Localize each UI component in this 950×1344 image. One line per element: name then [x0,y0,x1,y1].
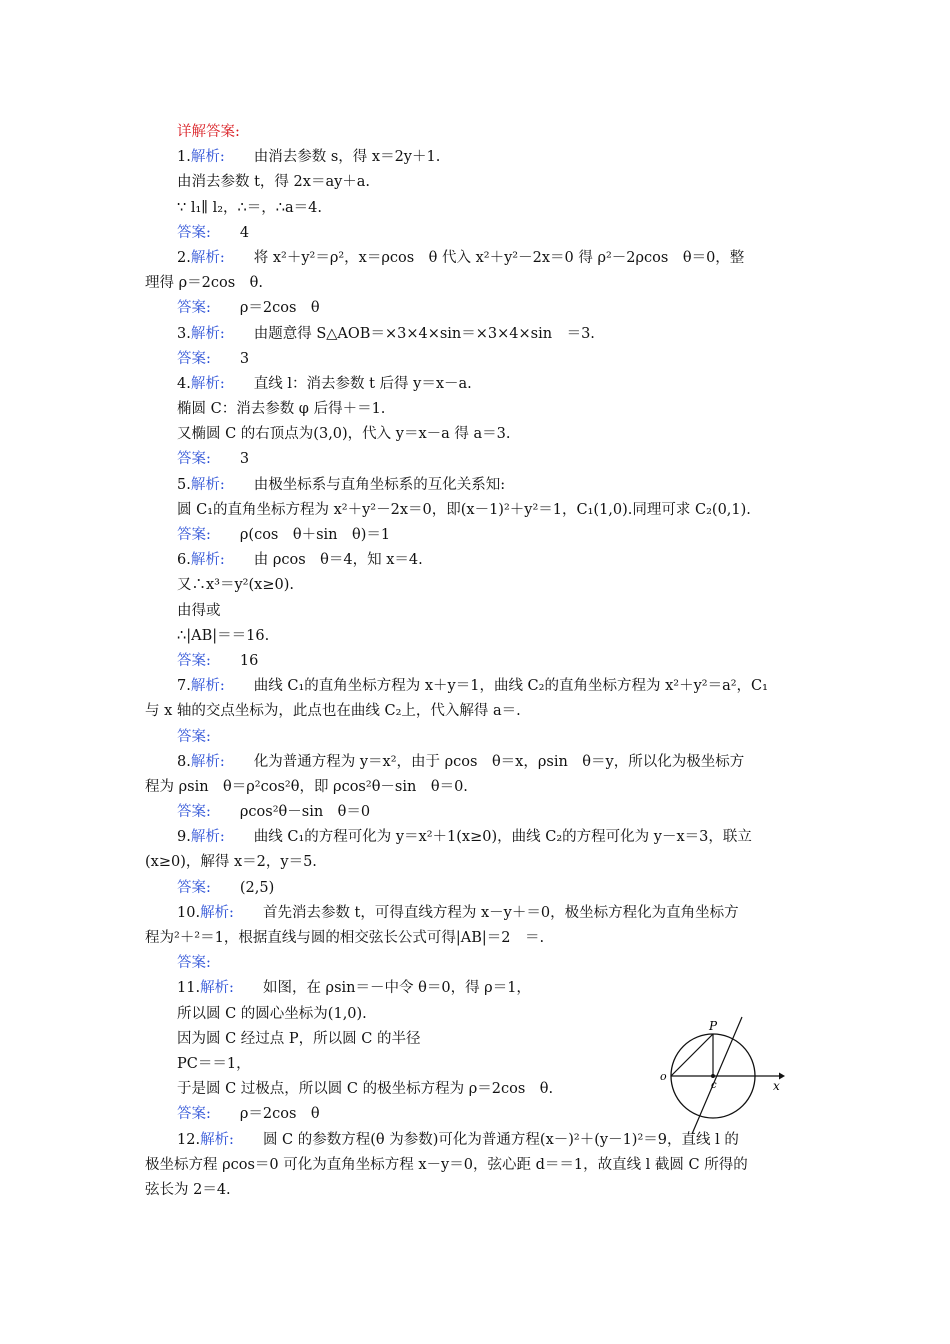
item-number: 5. [177,476,191,493]
label-c: c [711,1080,717,1091]
solution-line [145,699,815,724]
analysis-label: 解析: [190,678,225,695]
solution-line [145,750,815,775]
x-axis-arrow-icon [779,1073,785,1080]
label-p: P [709,1019,718,1033]
line-text: ρ＝2cos θ [239,300,320,317]
analysis-label: 解析: [190,375,225,392]
answer-label: 答案: [177,879,211,896]
center-point [711,1074,715,1078]
item-number: 3. [177,325,191,342]
solution-line [145,221,815,246]
analysis-label: 解析: [190,149,225,166]
item-number: 2. [177,249,191,266]
line-text: 理得 ρ＝2cos θ. [145,275,263,292]
line-text: 圆 C 的参数方程(θ 为参数)可化为普通方程(x－)²＋(y－1)²＝9，直线 l 的 [262,1131,739,1148]
solution-line [145,170,815,195]
line-text: 因为圆 C 经过点 P，所以圆 C 的半径 [177,1030,421,1047]
label-o: o [660,1070,667,1083]
solution-line [145,775,815,800]
solution-line [145,926,815,951]
analysis-label: 解析: [200,1131,234,1148]
solution-line [145,599,815,624]
solution-line [145,246,815,271]
solution-line [145,901,815,926]
analysis-label: 解析: [190,829,225,846]
solution-line [145,473,815,498]
line-text: 由题意得 S△AOB＝×3×4×sin＝×3×4×sin ＝3. [253,325,595,342]
solution-line [145,674,815,699]
answer-label: 答案: [177,652,211,669]
solution-line [145,825,815,850]
solution-line [145,573,815,598]
analysis-label: 解析: [190,249,225,266]
line-text: 程为²＋²＝1，根据直线与圆的相交弦长公式可得|AB|＝2 ＝. [145,930,545,946]
line-text: 弦长为 2＝4. [145,1181,231,1198]
item-number: 6. [177,552,191,569]
line-text: 曲线 C₁的方程可化为 y＝x²＋1(x≥0)，曲线 C₂的方程可化为 y－x＝3，联立 [253,829,752,846]
solution-line [145,523,815,548]
item-number: 4. [177,375,191,392]
line-text: 16 [239,652,259,669]
line-text: 3 [239,451,250,468]
line-text: (2,5) [239,879,275,896]
analysis-label: 解析: [190,325,225,342]
line-text: 极坐标方程 ρcos＝0 可化为直角坐标方程 x－y＝0，弦心距 d＝＝1，故直线 l 截圆 C 所得的 [145,1156,748,1173]
solution-line [145,397,815,422]
solution-line [145,498,815,523]
line-text: 椭圆 C：消去参数 φ 后得＋＝1. [177,401,386,418]
solution-line [145,951,815,976]
line-text: PC＝＝1， [177,1055,251,1072]
line-text: 曲线 C₁的直角坐标方程为 x＋y＝1，曲线 C₂的直角坐标方程为 x²＋y²＝a²，C₁ [253,678,768,695]
line-text: ∵ l₁∥ l₂，∴＝，∴a＝4. [177,199,322,216]
solution-line [145,976,815,1001]
line-text: 由消去参数 s，得 x＝2y＋1. [253,149,441,166]
solution-line [145,372,815,397]
solution-line [145,422,815,447]
line-text: 圆 C₁的直角坐标方程为 x²＋y²－2x＝0，即(x－1)²＋y²＝1，C₁(1,0).同理可求 C₂(0,1). [177,501,751,518]
line-text: 程为 ρsin θ＝ρ²cos²θ，即 ρcos²θ－sin θ＝0. [145,778,468,795]
line-text: 由极坐标系与直角坐标系的互化关系知: [253,476,506,493]
line-text: 首先消去参数 t，可得直线方程为 x－y＋＝0，极坐标方程化为直角坐标方 [262,904,739,921]
item-number: 9. [177,829,191,846]
label-x: x [773,1079,780,1093]
item-number: 7. [177,678,191,695]
solution-line [145,296,815,321]
solution-line [145,145,815,170]
line-text: 又椭圆 C 的右顶点为(3,0)，代入 y＝x－a 得 a＝3. [177,426,511,443]
item-number: 11. [177,980,201,997]
line-text: 由得或 [177,602,221,619]
section-title: 详解答案: [177,124,240,140]
solution-line [145,322,815,347]
line-text: 如图，在 ρsin＝－中令 θ＝0，得 ρ＝1， [262,980,531,997]
line-text: 3 [239,350,250,367]
answer-label: 答案: [177,955,211,972]
solution-line [145,649,815,674]
item-number: 1. [177,149,191,166]
answer-label: 答案: [177,804,211,821]
solution-line [145,624,815,649]
solution-line [145,347,815,372]
line-text: ρ＝2cos θ [239,1106,320,1123]
item-number: 8. [177,753,191,770]
line-text: 由 ρcos θ＝4，知 x＝4. [253,552,423,569]
solution-line [145,850,815,875]
analysis-label: 解析: [190,753,225,770]
solution-line [145,447,815,472]
line-text: ρcos²θ－sin θ＝0 [239,804,371,821]
answer-label: 答案: [177,350,211,367]
line-text: 与 x 轴的交点坐标为，此点也在曲线 C₂上，代入解得 a＝. [145,703,521,720]
line-text: ρ(cos θ＋sin θ)＝1 [239,527,391,543]
item-number: 10. [177,904,201,921]
line-text: 于是圆 C 过极点，所以圆 C 的极坐标方程为 ρ＝2cos θ. [177,1081,554,1098]
answer-label: 答案: [177,451,211,468]
line-text: 4 [239,224,250,241]
answer-label: 答案: [177,1106,211,1123]
line-text: 化为普通方程为 y＝x²，由于 ρcos θ＝x，ρsin θ＝y，所以化为极坐标方 [253,753,745,770]
solution-line [145,271,815,296]
answer-label: 答案: [177,728,211,745]
analysis-label: 解析: [190,552,225,569]
line-text: 又∴x³＝y²(x≥0). [177,577,294,594]
line-text: 直线 l：消去参数 t 后得 y＝x－a. [253,375,472,392]
solution-line [145,196,815,221]
solution-line [145,800,815,825]
solution-line [145,725,815,750]
line-text: (x≥0)，解得 x＝2，y＝5. [145,854,317,871]
answer-label: 答案: [177,527,211,543]
item-number: 12. [177,1131,201,1148]
line-text: ∴|AB|＝＝16. [177,627,270,644]
solution-line [145,1178,815,1203]
analysis-label: 解析: [190,476,225,493]
answer-label: 答案: [177,300,211,317]
line-text: 所以圆 C 的圆心坐标为(1,0). [177,1005,367,1022]
analysis-label: 解析: [200,980,234,997]
answer-label: 答案: [177,224,211,241]
circle-diagram [655,1012,790,1162]
line-text: 由消去参数 t，得 2x＝ay＋a. [177,174,371,191]
line-text: 将 x²＋y²＝ρ²，x＝ρcos θ 代入 x²＋y²－2x＝0 得 ρ²－2ρcos θ＝0，整 [253,249,745,266]
analysis-label: 解析: [200,904,234,921]
solution-line [145,548,815,573]
solution-line [145,876,815,901]
